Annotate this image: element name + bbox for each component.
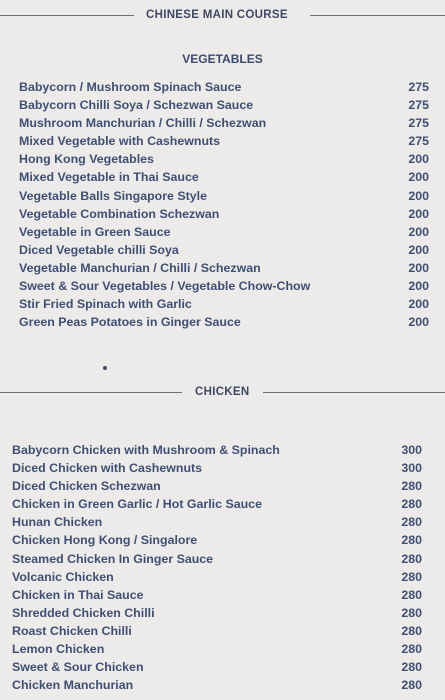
menu-item bbox=[19, 114, 429, 132]
menu-item-price: 280 bbox=[401, 479, 422, 494]
menu-item-name: Vegetable Manchurian / Chilli / Schezwan bbox=[19, 260, 261, 275]
menu-item-name: Mixed Vegetable in Thai Sauce bbox=[19, 170, 199, 185]
stray-dot bbox=[103, 366, 107, 370]
menu-item-price: 300 bbox=[401, 461, 422, 476]
menu-item-price: 280 bbox=[401, 623, 422, 638]
menu-item bbox=[12, 604, 426, 622]
menu-item-name: Shredded Chicken Chilli bbox=[12, 605, 155, 620]
menu-item-price: 275 bbox=[408, 80, 429, 94]
menu-item-name: Hong Kong Vegetables bbox=[19, 152, 154, 167]
menu-item bbox=[12, 640, 426, 658]
menu-item-name: Chicken in Green Garlic / Hot Garlic Sauce bbox=[12, 497, 262, 512]
menu-item bbox=[19, 295, 429, 313]
chicken-list bbox=[12, 441, 426, 694]
menu-item-price: 200 bbox=[408, 170, 429, 185]
menu-item-price: 280 bbox=[401, 678, 422, 693]
menu-item-name: Sweet & Sour Vegetables / Vegetable Chow-Chow bbox=[19, 279, 311, 294]
menu-item-price: 200 bbox=[408, 260, 429, 275]
menu-item bbox=[19, 132, 429, 150]
menu-item bbox=[12, 658, 426, 676]
menu-item-name: Diced Vegetable chilli Soya bbox=[19, 242, 179, 257]
menu-item-name: Vegetable Combination Schezwan bbox=[19, 206, 220, 221]
menu-item-price: 280 bbox=[401, 497, 422, 512]
menu-item-price: 280 bbox=[401, 533, 422, 548]
menu-item-price: 200 bbox=[408, 242, 429, 257]
vegetables-list bbox=[19, 78, 429, 331]
menu-item-name: Hunan Chicken bbox=[12, 515, 103, 530]
menu-item-name: Stir Fried Spinach with Garlic bbox=[19, 297, 192, 312]
menu-item bbox=[12, 622, 426, 640]
menu-item bbox=[12, 477, 426, 495]
menu-item bbox=[19, 168, 429, 186]
menu-item-name: Diced Chicken with Cashewnuts bbox=[12, 461, 203, 476]
menu-item-price: 200 bbox=[408, 152, 429, 167]
menu-item-price: 275 bbox=[408, 98, 429, 113]
menu-item-name: Diced Chicken Schezwan bbox=[12, 479, 161, 494]
menu-item-price: 300 bbox=[401, 443, 422, 457]
menu-item bbox=[12, 550, 426, 568]
menu-item-price: 280 bbox=[401, 642, 422, 657]
menu-item-name: Babycorn / Mushroom Spinach Sauce bbox=[19, 80, 242, 94]
menu-item-price: 200 bbox=[408, 297, 429, 312]
menu-item bbox=[19, 205, 429, 223]
menu-item bbox=[12, 568, 426, 586]
menu-item-price: 280 bbox=[401, 515, 422, 530]
menu-item-price: 200 bbox=[408, 279, 429, 294]
menu-item-name: Sweet & Sour Chicken bbox=[12, 660, 144, 675]
menu-item bbox=[19, 223, 429, 241]
menu-item bbox=[12, 459, 426, 477]
menu-item-price: 275 bbox=[408, 134, 429, 149]
menu-item bbox=[19, 241, 429, 259]
menu-item-name: Mixed Vegetable with Cashewnuts bbox=[19, 134, 221, 149]
menu-item bbox=[19, 187, 429, 205]
chicken-rule-left bbox=[0, 392, 182, 393]
menu-item-name: Chicken Hong Kong / Singalore bbox=[12, 533, 198, 548]
header-rule-right bbox=[310, 15, 445, 16]
menu-item bbox=[19, 150, 429, 168]
menu-item bbox=[12, 513, 426, 531]
menu-item bbox=[12, 586, 426, 604]
menu-item bbox=[12, 676, 426, 694]
menu-item-price: 275 bbox=[408, 116, 429, 131]
menu-item-price: 200 bbox=[408, 224, 429, 239]
chicken-header bbox=[0, 385, 445, 399]
menu-item-price: 280 bbox=[401, 660, 422, 675]
menu-item-name: Chicken Manchurian bbox=[12, 678, 134, 693]
menu-item bbox=[12, 441, 426, 459]
menu-item bbox=[12, 495, 426, 513]
menu-item-price: 280 bbox=[401, 587, 422, 602]
menu-item-name: Mushroom Manchurian / Chilli / Schezwan bbox=[19, 116, 267, 131]
menu-item-name: Vegetable in Green Sauce bbox=[19, 224, 171, 239]
menu-item bbox=[19, 259, 429, 277]
menu-item bbox=[19, 313, 429, 331]
chicken-heading: CHICKEN bbox=[195, 386, 250, 398]
chicken-rule-right bbox=[263, 392, 445, 393]
menu-item-name: Steamed Chicken In Ginger Sauce bbox=[12, 551, 214, 566]
menu-item-name: Volcanic Chicken bbox=[12, 569, 114, 584]
menu-item-price: 200 bbox=[408, 188, 429, 203]
menu-item-name: Lemon Chicken bbox=[12, 642, 105, 657]
menu-item bbox=[12, 531, 426, 549]
page-title: CHINESE MAIN COURSE bbox=[146, 9, 288, 21]
menu-item-name: Roast Chicken Chilli bbox=[12, 623, 132, 638]
menu-item-name: Babycorn Chilli Soya / Schezwan Sauce bbox=[19, 98, 254, 113]
menu-item-price: 200 bbox=[408, 315, 429, 330]
menu-item-price: 200 bbox=[408, 206, 429, 221]
menu-item-price: 280 bbox=[401, 605, 422, 620]
menu-item bbox=[19, 277, 429, 295]
menu-item bbox=[19, 78, 429, 96]
header-rule-left bbox=[0, 15, 134, 16]
menu-item bbox=[19, 96, 429, 114]
vegetables-heading: VEGETABLES bbox=[182, 52, 263, 66]
menu-item-name: Chicken in Thai Sauce bbox=[12, 587, 144, 602]
menu-item-price: 280 bbox=[401, 551, 422, 566]
menu-item-name: Green Peas Potatoes in Ginger Sauce bbox=[19, 315, 241, 330]
menu-item-price: 280 bbox=[401, 569, 422, 584]
main-course-header bbox=[0, 8, 445, 22]
menu-item-name: Vegetable Balls Singapore Style bbox=[19, 188, 207, 203]
menu-item-name: Babycorn Chicken with Mushroom & Spinach bbox=[12, 443, 280, 457]
